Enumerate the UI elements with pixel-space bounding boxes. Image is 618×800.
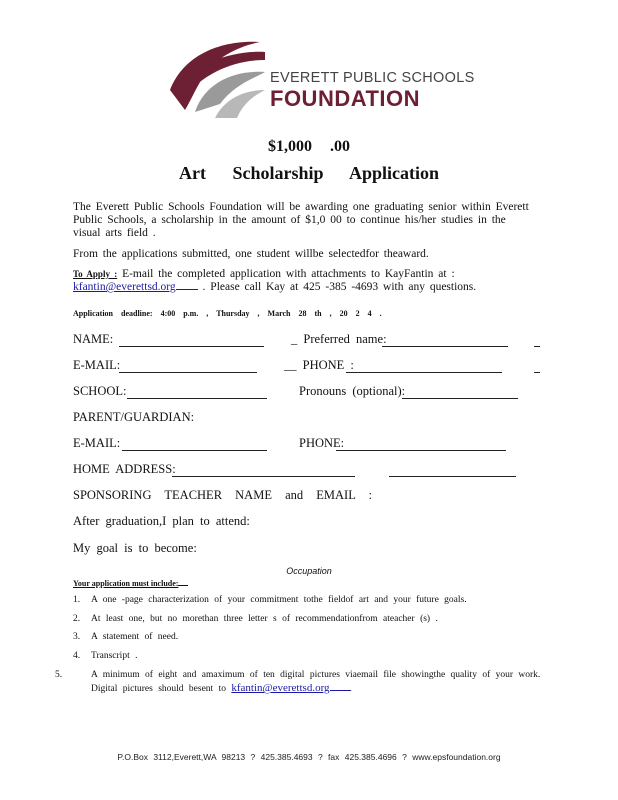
apply-paragraph xyxy=(73,268,533,294)
org-name-line1: EVERETT PUBLIC SCHOOLS xyxy=(270,70,475,86)
requirement-item xyxy=(73,650,543,663)
pronouns-field[interactable] xyxy=(402,398,518,399)
parent-phone-field[interactable] xyxy=(336,450,506,451)
home-address-label: HOME ADDRESS: xyxy=(73,462,176,476)
apply-text: E-mail the completed application with attachments to KayFantin at : xyxy=(122,268,455,280)
home-address-field[interactable] xyxy=(172,476,355,477)
parent-email-field[interactable] xyxy=(122,450,267,451)
selection-paragraph: From the applications submitted, one student willbe selectedfor theaward. xyxy=(73,248,429,260)
requirement-num: 2. xyxy=(73,614,81,624)
org-name-line2: FOUNDATION xyxy=(270,86,421,111)
scholarship-amount: $1,000 .00 xyxy=(268,138,350,155)
school-field[interactable] xyxy=(127,398,267,399)
name-label: NAME: xyxy=(73,332,114,346)
requirements-heading-text: Your application must include: xyxy=(73,579,179,588)
requirement-num: 5. xyxy=(55,670,63,680)
phone-label: __ PHONE : xyxy=(284,358,354,372)
pronouns-label: Pronouns (optional): xyxy=(299,384,406,398)
sponsoring-teacher-label: SPONSORING TEACHER NAME and EMAIL : xyxy=(73,488,372,502)
requirement-text: A minimum of eight and amaximum of ten digital pictures viaemail file showingthe quality of your work. Digital pictures should besent to xyxy=(91,670,541,694)
requirement-num: 1. xyxy=(73,595,81,605)
requirement-text: A one -page characterization of your commitment tothe fieldof art and your future goals. xyxy=(91,595,467,605)
intro-paragraph: The Everett Public Schools Foundation will be awarding one graduating senior within Everett Public Schools, a scholarship in the amount of $1,0 00 to continue his/her studies in the visual arts field . xyxy=(73,201,529,239)
parent-email-label: E-MAIL: xyxy=(73,436,121,450)
requirement-text: Transcript . xyxy=(91,651,138,661)
requirement-item xyxy=(55,669,561,696)
requirement-item xyxy=(73,613,543,626)
email-label: E-MAIL: xyxy=(73,358,121,372)
preferred-name-field[interactable] xyxy=(382,346,508,347)
preferred-name-label: _ Preferred name: xyxy=(291,332,387,346)
requirements-heading xyxy=(73,579,188,588)
name-field[interactable] xyxy=(119,346,264,347)
apply-email-link[interactable]: kfantin@everettsd.org xyxy=(73,281,176,293)
parent-phone-label: PHONE: xyxy=(299,436,345,450)
requirement-email-link[interactable]: kfantin@everettsd.org xyxy=(231,682,330,694)
page-title: Art Scholarship Application xyxy=(178,163,440,183)
goal-label: My goal is to become: xyxy=(73,541,197,555)
requirement-num: 3. xyxy=(73,632,81,642)
parent-guardian-label: PARENT/GUARDIAN: xyxy=(73,410,195,424)
email-field[interactable] xyxy=(119,372,257,373)
home-address-field-2[interactable] xyxy=(389,476,516,477)
trailing-underscore xyxy=(534,346,540,347)
deadline-text: Application deadline: 4:00 p.m. , Thursday , March 28 th , 20 2 4 . xyxy=(73,309,382,318)
requirement-text: A statement of need. xyxy=(91,632,179,642)
requirement-item xyxy=(73,631,543,644)
footer-contact: P.O.Box 3112,Everett,WA 98213 ? 425.385.4693 ? fax 425.385.4696 ? www.epsfoundation.org xyxy=(117,752,501,762)
requirement-num: 4. xyxy=(73,651,81,661)
occupation-label: Occupation xyxy=(286,566,332,576)
school-label: SCHOOL: xyxy=(73,384,127,398)
apply-call-text: . Please call Kay at 425 -385 -4693 with any questions. xyxy=(202,281,477,293)
apply-label: To Apply : xyxy=(73,269,118,279)
phone-field[interactable] xyxy=(346,372,502,373)
requirement-item xyxy=(73,594,543,607)
trailing-underscore-2 xyxy=(534,372,540,373)
requirement-text: At least one, but no morethan three letter s of recommendationfrom ateacher (s) . xyxy=(91,614,438,624)
after-graduation-label: After graduation,I plan to attend: xyxy=(73,514,250,528)
requirement-end: . xyxy=(349,684,352,694)
